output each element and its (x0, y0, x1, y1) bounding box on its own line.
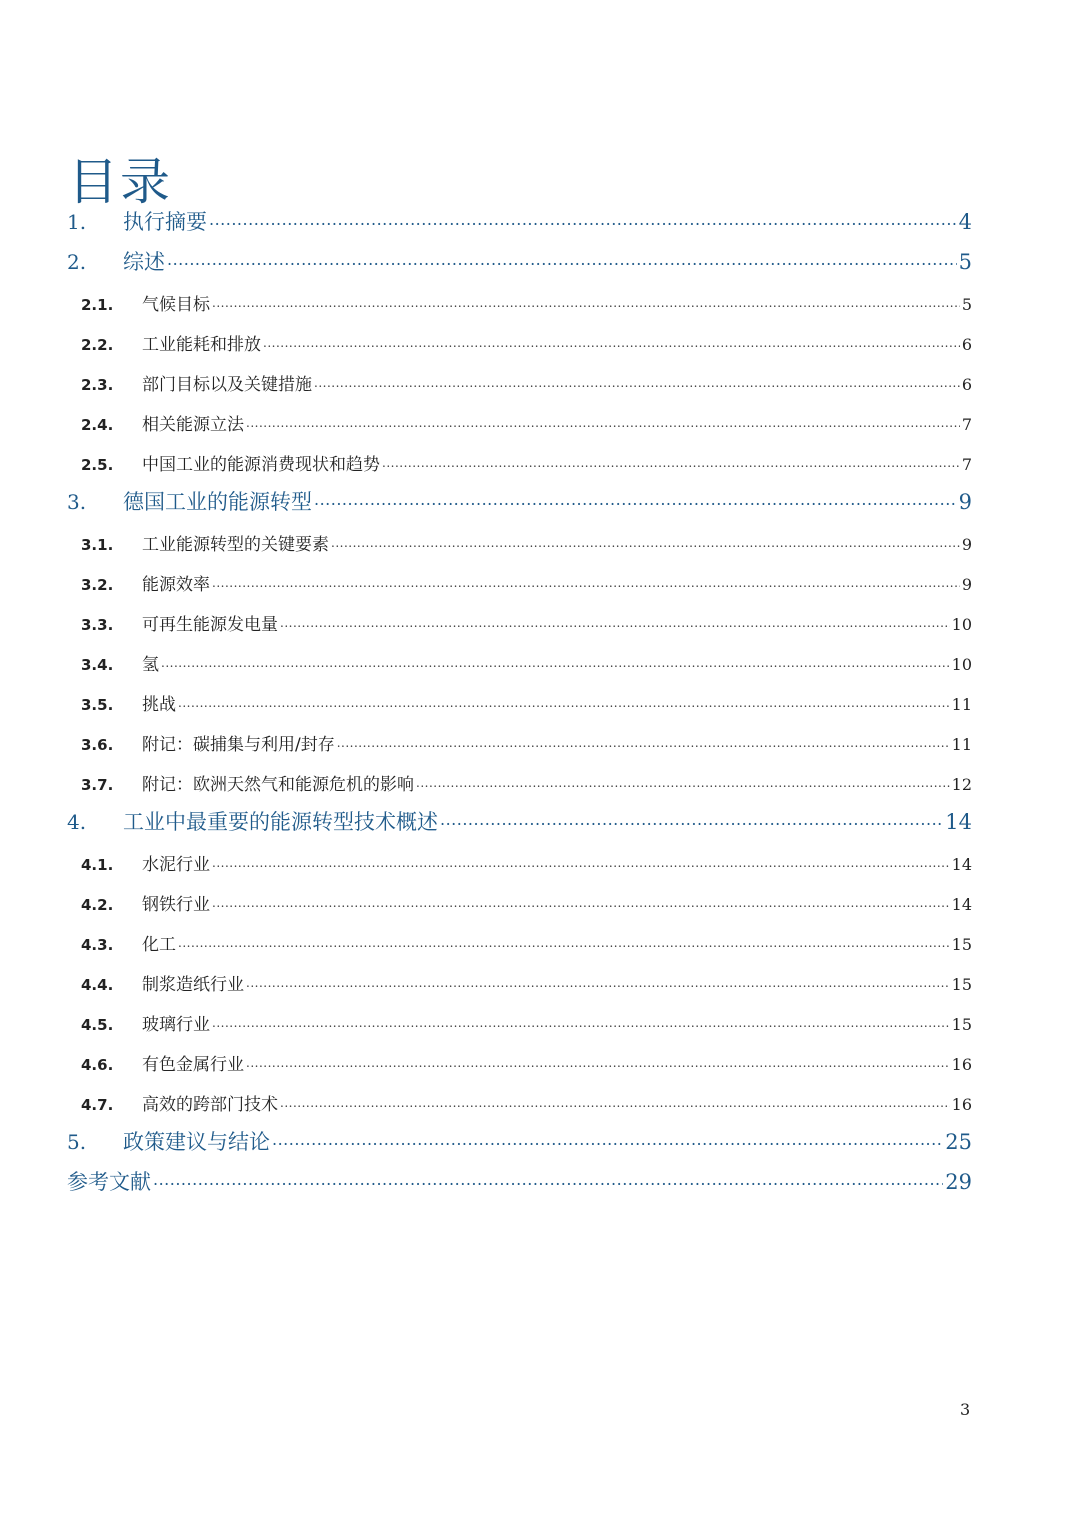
toc-entry-page[interactable]: 14 (951, 855, 972, 874)
toc-dot-leader (280, 1098, 950, 1110)
toc-entry-number: 3. (67, 490, 87, 514)
toc-entry[interactable] (0, 770, 1080, 795)
toc-entry-page[interactable]: 16 (951, 1055, 972, 1074)
toc-entry-page[interactable]: 7 (961, 415, 972, 434)
toc-entry[interactable] (0, 850, 1080, 875)
toc-dot-leader (272, 1133, 943, 1149)
toc-entry-label[interactable]: 挑战 (142, 695, 176, 715)
toc-dot-leader (337, 738, 950, 750)
toc-entry-page[interactable]: 9 (958, 490, 972, 514)
toc-dot-leader (161, 658, 950, 670)
toc-entry[interactable] (0, 1010, 1080, 1035)
toc-entry-label[interactable]: 执行摘要 (123, 210, 207, 234)
toc-entry-label[interactable]: 德国工业的能源转型 (123, 490, 312, 514)
toc-entry-number: 4.7. (81, 1096, 114, 1114)
toc-entry-page[interactable]: 14 (945, 810, 972, 834)
toc-entry[interactable] (0, 1166, 1080, 1196)
toc-entry-number: 4.6. (81, 1056, 114, 1074)
toc-entry-label[interactable]: 氢 (142, 655, 159, 675)
toc-entry-number: 2.3. (81, 376, 114, 394)
toc-dot-leader (246, 978, 950, 990)
toc-entry-page[interactable]: 16 (951, 1095, 972, 1114)
toc-dot-leader (246, 418, 960, 430)
toc-entry[interactable] (0, 290, 1080, 315)
toc-entry-page[interactable]: 9 (961, 575, 972, 594)
toc-entry-page[interactable]: 9 (961, 535, 972, 554)
toc-entry-page[interactable]: 11 (951, 735, 972, 754)
toc-dot-leader (314, 378, 960, 390)
toc-dot-leader (416, 778, 950, 790)
toc-entry[interactable] (0, 730, 1080, 755)
toc-entry-page[interactable]: 15 (951, 975, 972, 994)
toc-dot-leader (314, 493, 957, 509)
toc-entry-page[interactable]: 10 (951, 655, 972, 674)
toc-entry-label[interactable]: 制浆造纸行业 (142, 975, 244, 995)
toc-entry-label[interactable]: 高效的跨部门技术 (142, 1095, 278, 1115)
toc-entry-number: 3.1. (81, 536, 114, 554)
toc-entry[interactable] (0, 486, 1080, 516)
toc-entry[interactable] (0, 330, 1080, 355)
toc-entry-label[interactable]: 参考文献 (67, 1170, 151, 1194)
toc-dot-leader (331, 538, 960, 550)
toc-dot-leader (153, 1173, 943, 1189)
toc-entry-number: 3.2. (81, 576, 114, 594)
toc-entry-number: 3.6. (81, 736, 114, 754)
toc-entry-label[interactable]: 中国工业的能源消费现状和趋势 (142, 455, 380, 475)
toc-entry-number: 5. (67, 1130, 87, 1154)
toc-entry-page[interactable]: 15 (951, 1015, 972, 1034)
toc-entry-number: 2.5. (81, 456, 114, 474)
toc-entry[interactable] (0, 1090, 1080, 1115)
toc-entry-number: 4.5. (81, 1016, 114, 1034)
toc-entry-page[interactable]: 10 (951, 615, 972, 634)
toc-dot-leader (440, 813, 943, 829)
toc-entry-page[interactable]: 4 (958, 210, 972, 234)
toc-entry-page[interactable]: 7 (961, 455, 972, 474)
toc-entry[interactable] (0, 370, 1080, 395)
toc-dot-leader (263, 338, 960, 350)
toc-entry-page[interactable]: 25 (945, 1130, 972, 1154)
toc-entry-page[interactable]: 5 (958, 250, 972, 274)
toc-entry-number: 4.4. (81, 976, 114, 994)
toc-entry[interactable] (0, 570, 1080, 595)
toc-entry[interactable] (0, 930, 1080, 955)
toc-entry-number: 2. (67, 250, 87, 274)
toc-entry-label[interactable]: 相关能源立法 (142, 415, 244, 435)
toc-entry-number: 2.1. (81, 296, 114, 314)
toc-dot-leader (212, 1018, 950, 1030)
toc-entry[interactable] (0, 1126, 1080, 1156)
toc-entry[interactable] (0, 530, 1080, 555)
page-title: 目录 (68, 152, 172, 211)
toc-entry-label[interactable]: 有色金属行业 (142, 1055, 244, 1075)
toc-entry-number: 2.4. (81, 416, 114, 434)
toc-entry-number: 2.2. (81, 336, 114, 354)
toc-entry[interactable] (0, 450, 1080, 475)
toc-entry-page[interactable]: 29 (945, 1170, 972, 1194)
toc-entry-page[interactable]: 14 (951, 895, 972, 914)
toc-entry-number: 3.4. (81, 656, 114, 674)
toc-entry-label[interactable]: 附记：欧洲天然气和能源危机的影响 (142, 775, 414, 795)
toc-entry-label[interactable]: 综述 (123, 250, 165, 274)
toc-entry-label[interactable]: 工业能耗和排放 (142, 335, 261, 355)
toc-entry[interactable] (0, 650, 1080, 675)
toc-dot-leader (167, 253, 957, 269)
toc-entry-number: 1. (67, 210, 87, 234)
toc-dot-leader (382, 458, 960, 470)
toc-entry-page[interactable]: 5 (961, 295, 972, 314)
toc-entry-label[interactable]: 水泥行业 (142, 855, 210, 875)
toc-entry-label[interactable]: 工业中最重要的能源转型技术概述 (123, 810, 438, 834)
toc-entry[interactable] (0, 970, 1080, 995)
toc-entry-number: 3.7. (81, 776, 114, 794)
toc-entry-number: 4.1. (81, 856, 114, 874)
page-number: 3 (960, 1400, 971, 1419)
toc-entry[interactable] (0, 806, 1080, 836)
toc-entry[interactable] (0, 206, 1080, 236)
toc-entry[interactable] (0, 246, 1080, 276)
toc-entry[interactable] (0, 890, 1080, 915)
toc-dot-leader (178, 938, 950, 950)
toc-entry-page[interactable]: 12 (951, 775, 972, 794)
toc-dot-leader (246, 1058, 950, 1070)
toc-entry-label[interactable]: 工业能源转型的关键要素 (142, 535, 329, 555)
toc-dot-leader (280, 618, 950, 630)
toc-entry[interactable] (0, 1050, 1080, 1075)
toc-entry-page[interactable]: 11 (951, 695, 972, 714)
toc-entry[interactable] (0, 410, 1080, 435)
toc-entry-label[interactable]: 玻璃行业 (142, 1015, 210, 1035)
toc-entry-page[interactable]: 6 (961, 335, 972, 354)
toc-entry-number: 4.3. (81, 936, 114, 954)
toc-dot-leader (212, 858, 950, 870)
toc-entry-number: 3.3. (81, 616, 114, 634)
toc-entry-number: 4.2. (81, 896, 114, 914)
toc-entry-label[interactable]: 气候目标 (142, 295, 210, 315)
toc-entry-label[interactable]: 部门目标以及关键措施 (142, 375, 312, 395)
toc-dot-leader (212, 298, 960, 310)
toc-entry-number: 4. (67, 810, 87, 834)
toc-entry-label[interactable]: 钢铁行业 (142, 895, 210, 915)
toc-dot-leader (178, 698, 950, 710)
toc-dot-leader (212, 898, 950, 910)
toc-entry[interactable] (0, 610, 1080, 635)
toc-entry-label[interactable]: 政策建议与结论 (123, 1130, 270, 1154)
toc-entry-label[interactable]: 能源效率 (142, 575, 210, 595)
toc-entry-number: 3.5. (81, 696, 114, 714)
toc-dot-leader (209, 213, 957, 229)
toc-entry-label[interactable]: 附记：碳捕集与利用/封存 (142, 735, 335, 755)
toc-entry-page[interactable]: 15 (951, 935, 972, 954)
toc-entry-label[interactable]: 可再生能源发电量 (142, 615, 278, 635)
toc-entry-page[interactable]: 6 (961, 375, 972, 394)
toc-entry[interactable] (0, 690, 1080, 715)
toc-dot-leader (212, 578, 960, 590)
toc-entry-label[interactable]: 化工 (142, 935, 176, 955)
